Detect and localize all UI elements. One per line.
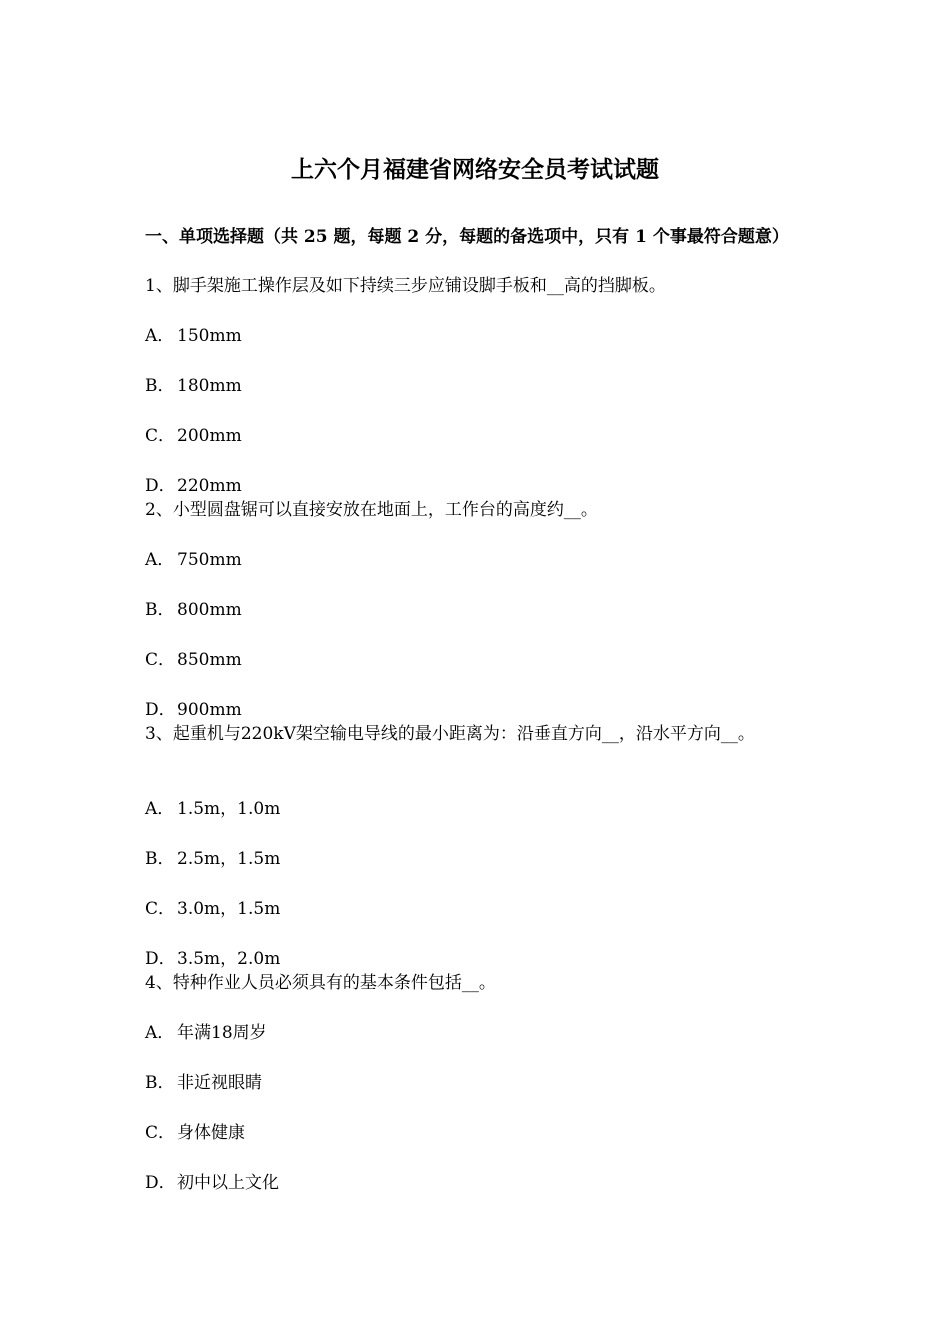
option-text: 非近视眼睛	[177, 1073, 262, 1093]
option-text: 900mm	[177, 700, 242, 720]
question-1-option-a	[145, 324, 815, 348]
option-text: 180mm	[177, 376, 242, 396]
document-title: 上六个月福建省网络安全员考试试题	[291, 156, 659, 183]
option-text: 3.5m，2.0m	[177, 949, 281, 969]
option-letter: B．	[145, 1073, 175, 1093]
option-letter: B．	[145, 600, 175, 620]
question-4-option-b	[145, 1071, 815, 1095]
option-letter: D．	[145, 1173, 176, 1193]
option-text: 220mm	[177, 476, 242, 496]
question-2-option-c	[145, 648, 815, 672]
option-letter: D．	[145, 700, 176, 720]
option-letter: C．	[145, 899, 176, 919]
option-text: 150mm	[177, 326, 242, 346]
option-text: 800mm	[177, 600, 242, 620]
option-text: 身体健康	[177, 1123, 245, 1143]
question-1-option-b	[145, 374, 815, 398]
option-letter: C．	[145, 650, 176, 670]
option-letter: A．	[145, 550, 175, 570]
option-letter: A．	[145, 799, 175, 819]
option-letter: D．	[145, 476, 176, 496]
option-letter: A．	[145, 326, 175, 346]
option-text: 2.5m，1.5m	[177, 849, 281, 869]
option-letter: A．	[145, 1023, 175, 1043]
question-1-stem: 1、脚手架施工操作层及如下持续三步应铺设脚手板和__高的挡脚板。	[145, 276, 666, 296]
question-4-option-c	[145, 1121, 815, 1145]
option-text: 年满18周岁	[177, 1023, 267, 1043]
option-letter: B．	[145, 376, 175, 396]
question-2-option-a	[145, 548, 815, 572]
question-2-stem: 2、小型圆盘锯可以直接安放在地面上，工作台的高度约__。	[145, 500, 598, 520]
question-3-option-d	[145, 947, 815, 971]
option-text: 750mm	[177, 550, 242, 570]
question-3-stem: 3、起重机与220kV架空输电导线的最小距离为：沿垂直方向__，沿水平方向__。	[145, 724, 755, 744]
question-4-option-a	[145, 1021, 815, 1045]
option-letter: C．	[145, 1123, 176, 1143]
question-2-option-d	[145, 698, 815, 722]
question-3-option-c	[145, 897, 815, 921]
section-heading: 一、单项选择题（共 25 题，每题 2 分，每题的备选项中，只有 1 个事最符合题意）	[145, 227, 789, 247]
option-text: 850mm	[177, 650, 242, 670]
question-2-option-b	[145, 598, 815, 622]
option-text: 1.5m，1.0m	[177, 799, 281, 819]
question-3-option-b	[145, 847, 815, 871]
option-text: 初中以上文化	[177, 1173, 279, 1193]
option-letter: C．	[145, 426, 176, 446]
question-3-option-a	[145, 797, 815, 821]
question-1-option-d	[145, 474, 815, 498]
question-4-stem: 4、特种作业人员必须具有的基本条件包括__。	[145, 973, 496, 993]
question-1-option-c	[145, 424, 815, 448]
option-text: 3.0m，1.5m	[177, 899, 281, 919]
option-letter: B．	[145, 849, 175, 869]
question-4-option-d	[145, 1171, 815, 1195]
option-text: 200mm	[177, 426, 242, 446]
option-letter: D．	[145, 949, 176, 969]
